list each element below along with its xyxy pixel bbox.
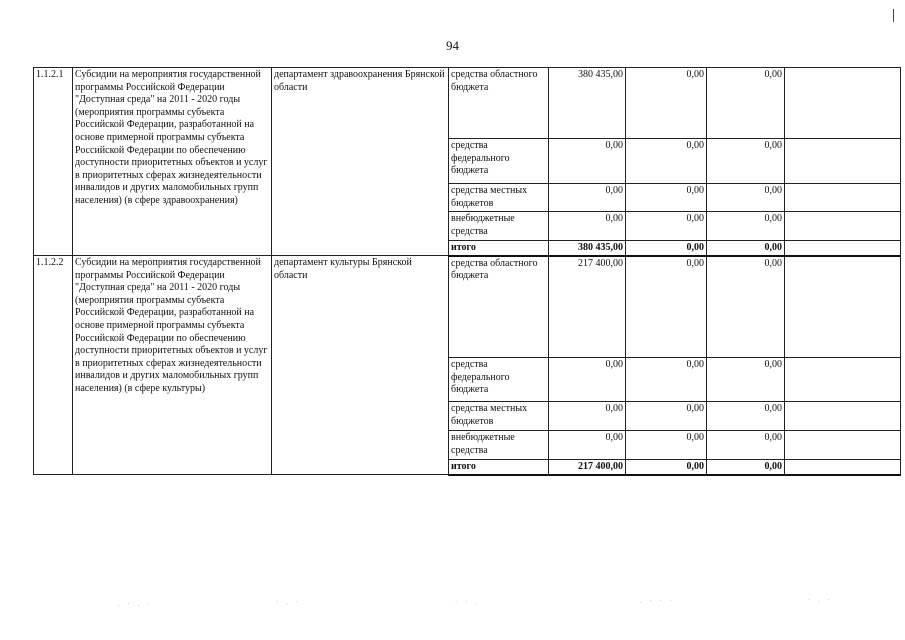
scan-noise: · . · [808,596,833,604]
total-value-3: 0,00 [707,241,785,256]
funding-value-4 [785,256,901,358]
total-value-4 [785,241,901,256]
funding-value-1: 380 435,00 [549,68,626,139]
funding-value-2: 0,00 [626,358,707,402]
scan-noise: · . · [276,598,301,606]
total-value-1: 380 435,00 [549,241,626,256]
budget-table [33,67,901,476]
funding-value-3: 0,00 [707,68,785,139]
funding-value-3: 0,00 [707,402,785,431]
scan-noise: . · . · [118,600,153,608]
funding-source-label: средства областного бюджета [449,256,549,358]
funding-value-4 [785,139,901,184]
measure-code: 1.1.2.1 [34,68,73,256]
total-value-1: 217 400,00 [549,460,626,475]
funding-source-label: средства местных бюджетов [449,402,549,431]
funding-value-4 [785,431,901,460]
funding-source-label: внебюджетные средства [449,212,549,241]
total-label: итого [449,241,549,256]
funding-value-4 [785,212,901,241]
measure-name: Субсидии на мероприятия государственной программы Российской Федерации "Доступная среда" на 2011 - 2020 годы (мероприятия программы субъекта Российской Федерации, разработанной на основе примерной программы субъекта Российской Федерации по обеспечению доступности приоритетных объектов и услуг в приоритетных сферах жизнедеятельности инвалидов и других маломобильных групп населения) (в сфере культуры) [73,256,272,475]
funding-value-1: 217 400,00 [549,256,626,358]
funding-value-4 [785,402,901,431]
funding-value-1: 0,00 [549,184,626,212]
funding-value-1: 0,00 [549,402,626,431]
funding-value-3: 0,00 [707,139,785,184]
total-value-2: 0,00 [626,460,707,475]
measure-name: Субсидии на мероприятия государственной программы Российской Федерации "Доступная среда" на 2011 - 2020 годы (мероприятия программы субъекта Российской Федерации, разработанной на основе примерной программы субъекта Российской Федерации по обеспечению доступности приоритетных объектов и услуг в приоритетных сферах жизнедеятельности инвалидов и других маломобильных групп населения) (в сфере здравоохранения) [73,68,272,256]
table-row [34,256,901,358]
funding-value-1: 0,00 [549,212,626,241]
funding-source-label: средства федерального бюджета [449,358,549,402]
total-value-2: 0,00 [626,241,707,256]
funding-value-2: 0,00 [626,431,707,460]
funding-value-3: 0,00 [707,256,785,358]
measure-code: 1.1.2.2 [34,256,73,475]
funding-value-4 [785,184,901,212]
funding-value-4 [785,68,901,139]
funding-value-2: 0,00 [626,256,707,358]
scan-noise: . · · · [640,597,675,605]
funding-source-label: средства федерального бюджета [449,139,549,184]
funding-value-1: 0,00 [549,139,626,184]
total-label: итого [449,460,549,475]
funding-value-1: 0,00 [549,358,626,402]
scan-noise: · · . [455,598,480,606]
funding-value-2: 0,00 [626,68,707,139]
funding-value-2: 0,00 [626,212,707,241]
measure-executor: департамент культуры Брянской области [272,256,449,475]
total-value-3: 0,00 [707,460,785,475]
page-number: 94 [446,38,459,53]
funding-value-2: 0,00 [626,184,707,212]
funding-source-label: средства областного бюджета [449,68,549,139]
measure-executor: департамент здравоохранения Брянской области [272,68,449,256]
funding-value-3: 0,00 [707,431,785,460]
scan-edge-mark [893,9,894,22]
funding-value-3: 0,00 [707,184,785,212]
table-row [34,68,901,139]
funding-value-1: 0,00 [549,431,626,460]
funding-value-4 [785,358,901,402]
funding-source-label: внебюджетные средства [449,431,549,460]
funding-value-3: 0,00 [707,212,785,241]
funding-source-label: средства местных бюджетов [449,184,549,212]
funding-value-2: 0,00 [626,402,707,431]
funding-value-2: 0,00 [626,139,707,184]
total-value-4 [785,460,901,475]
funding-value-3: 0,00 [707,358,785,402]
